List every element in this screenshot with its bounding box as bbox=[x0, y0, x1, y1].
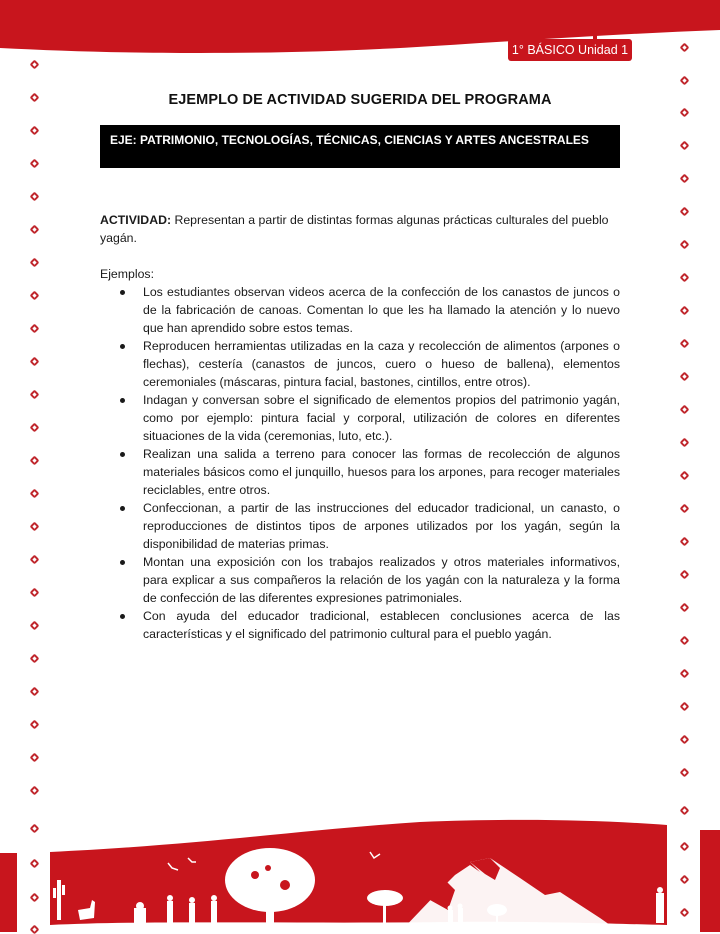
diamond-icon bbox=[680, 339, 690, 349]
diamond-icon bbox=[30, 291, 40, 301]
diamond-icon bbox=[680, 76, 690, 86]
diamond-icon bbox=[680, 570, 690, 580]
diamond-icon bbox=[30, 126, 40, 136]
diamond-icon bbox=[680, 207, 690, 217]
diamond-icon bbox=[30, 192, 40, 202]
diamond-icon bbox=[30, 159, 40, 169]
activity-text: Representan a partir de distintas formas algunas prácticas culturales del pueblo yagán. bbox=[100, 213, 609, 245]
example-text: Confeccionan, a partir de las instrucciones del educador tradicional, un canasto, o reproducciones de distintos tipos de arpones utilizados por los yagán, según la disponibilidad de materias primas. bbox=[143, 501, 620, 551]
bullet-icon bbox=[120, 290, 125, 295]
example-item bbox=[100, 337, 620, 391]
diamond-icon bbox=[680, 273, 690, 283]
diamond-icon bbox=[30, 522, 40, 532]
example-text: Indagan y conversan sobre el significado de elementos propios del patrimonio yagán, como por ejemplo: pintura facial y corporal, utilización de colores en diferentes situaciones de la vida (ceremonias, luto, etc.). bbox=[143, 393, 620, 443]
example-text: Reproducen herramientas utilizadas en la caza y recolección de alimentos (arpones o flechas), cestería (canastos de juncos, cuero o hueso de ballena), elementos ceremoniales (máscaras, pintura facial, bastones, cintillos, entre otros). bbox=[143, 339, 620, 389]
eje-heading: EJE: PATRIMONIO, TECNOLOGÍAS, TÉCNICAS, CIENCIAS Y ARTES ANCESTRALES bbox=[110, 133, 589, 147]
diamond-icon bbox=[30, 324, 40, 334]
bullet-icon bbox=[120, 506, 125, 511]
bullet-icon bbox=[120, 614, 125, 619]
diamond-icon bbox=[30, 720, 40, 730]
bullet-icon bbox=[120, 560, 125, 565]
diamond-icon bbox=[680, 603, 690, 613]
diamond-icon bbox=[30, 621, 40, 631]
bullet-icon bbox=[120, 398, 125, 403]
example-item bbox=[100, 499, 620, 553]
diamond-icon bbox=[30, 753, 40, 763]
bullet-icon bbox=[120, 452, 125, 457]
example-item bbox=[100, 553, 620, 607]
diamond-icon bbox=[30, 258, 40, 268]
diamond-icon bbox=[30, 357, 40, 367]
diamond-icon bbox=[680, 405, 690, 415]
example-item bbox=[100, 283, 620, 337]
diamond-icon bbox=[680, 669, 690, 679]
diamond-icon bbox=[30, 225, 40, 235]
examples-list bbox=[100, 283, 620, 643]
examples-label: Ejemplos: bbox=[100, 267, 154, 281]
diamond-icon bbox=[680, 174, 690, 184]
bullet-icon bbox=[120, 344, 125, 349]
diamond-icon bbox=[30, 555, 40, 565]
grade-unit-badge: 1° BÁSICO Unidad 1 bbox=[508, 39, 632, 61]
diamond-icon bbox=[680, 438, 690, 448]
diamond-icon bbox=[30, 60, 40, 70]
example-text: Los estudiantes observan videos acerca de la confección de los canastos de juncos o de la fabricación de canoas. Comentan lo que les ha llamado la atención y lo nuevo que han aprendido sobre estos temas. bbox=[143, 285, 620, 335]
diamond-icon bbox=[680, 768, 690, 778]
diamond-icon bbox=[680, 537, 690, 547]
diamond-icon bbox=[680, 240, 690, 250]
diamond-icon bbox=[680, 471, 690, 481]
diamond-icon bbox=[30, 456, 40, 466]
diamond-icon bbox=[30, 654, 40, 664]
footer-landscape-banner bbox=[0, 800, 720, 932]
diamond-icon bbox=[680, 372, 690, 382]
diamond-icon bbox=[30, 588, 40, 598]
example-item bbox=[100, 607, 620, 643]
diamond-icon bbox=[30, 786, 40, 796]
diamond-icon bbox=[680, 735, 690, 745]
example-item bbox=[100, 391, 620, 445]
diamond-icon bbox=[30, 423, 40, 433]
diamond-icon bbox=[30, 687, 40, 697]
diamond-icon bbox=[680, 141, 690, 151]
eje-heading-box bbox=[100, 125, 620, 168]
example-text: Montan una exposición con los trabajos realizados y otros materiales informativos, para explicar a sus compañeros la relación de los yagán con la naturaleza y la forma de confección de las diferentes expresiones patrimoniales. bbox=[143, 555, 620, 605]
diamond-icon bbox=[30, 390, 40, 400]
page-title: EJEMPLO DE ACTIVIDAD SUGERIDA DEL PROGRAMA bbox=[168, 92, 552, 108]
diamond-icon bbox=[30, 489, 40, 499]
diamond-icon bbox=[680, 306, 690, 316]
diamond-icon bbox=[680, 702, 690, 712]
example-item bbox=[100, 445, 620, 499]
activity-label: ACTIVIDAD: bbox=[100, 213, 172, 227]
diamond-icon bbox=[680, 504, 690, 514]
activity-content bbox=[100, 211, 620, 643]
activity-statement bbox=[100, 211, 620, 247]
diamond-icon bbox=[680, 636, 690, 646]
example-text: Con ayuda del educador tradicional, establecen conclusiones acerca de las características y el significado del patrimonio cultural para el pueblo yagán. bbox=[143, 609, 620, 641]
diamond-icon bbox=[680, 108, 690, 118]
example-text: Realizan una salida a terreno para conocer las formas de recolección de algunos materiales básicos como el junquillo, huesos para los arpones, para recoger materiales reciclables, entre otros. bbox=[143, 447, 620, 497]
